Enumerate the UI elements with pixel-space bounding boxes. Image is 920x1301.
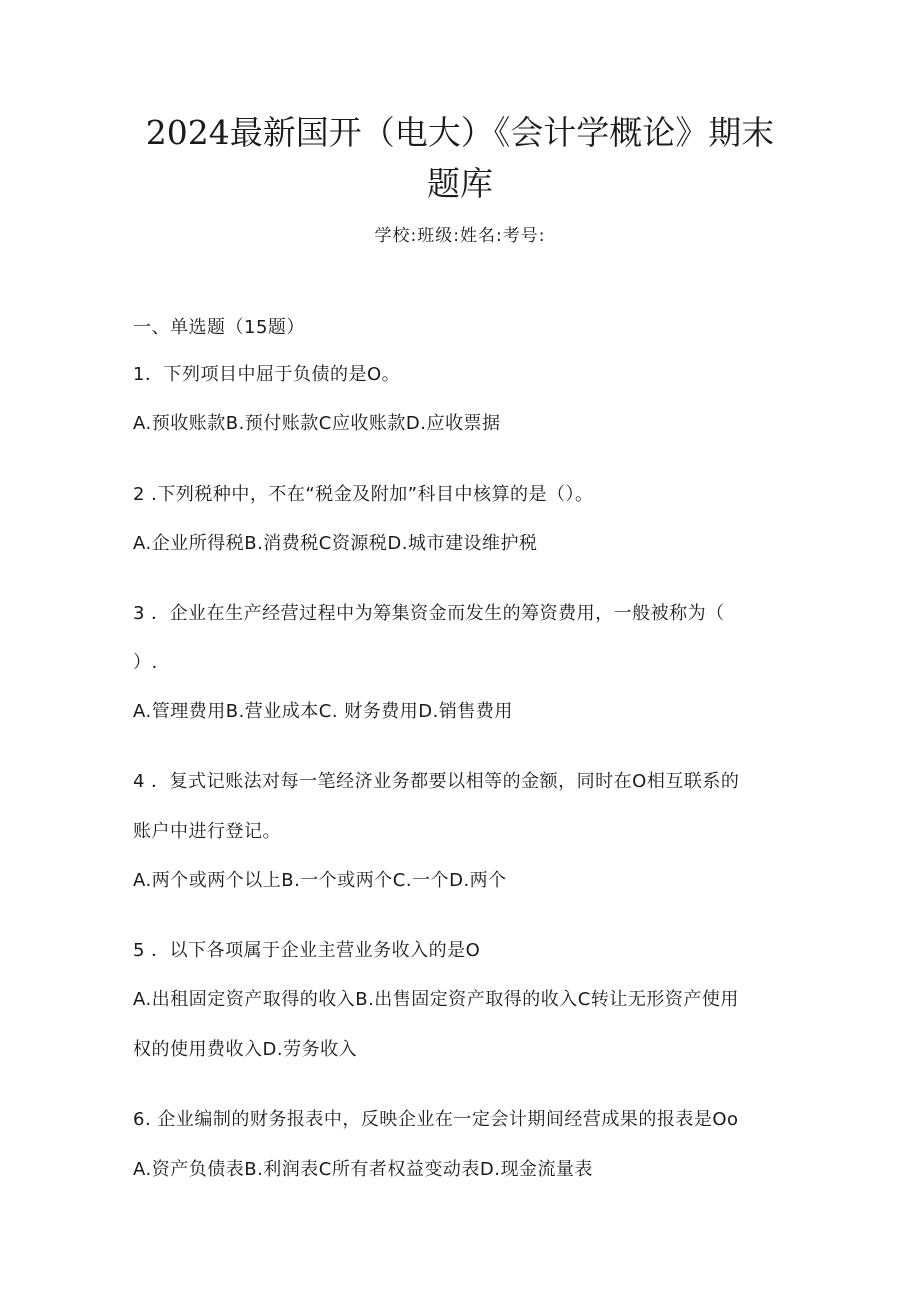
question-5-text: 5 ．以下各项属于企业主营业务收入的是O [133,940,481,961]
question-6-text: 6. 企业编制的财务报表中，反映企业在一定会计期间经营成果的报表是Oo [133,1109,739,1130]
question-6-options: A.资产负债表B.利润表C所有者权益变动表D.现金流量表 [133,1159,593,1180]
question-4-text-line1: 4 ．复式记账法对每一笔经济业务都要以相等的金额，同时在O相互联系的 [133,771,740,792]
question-3-text-line2: ）. [133,652,158,673]
section-heading: 一、单选题（15题） [133,317,305,338]
document-title-line1: 2024最新国开（电大）《会计学概论》期末 [145,113,775,152]
question-5-options-line1: A.出租固定资产取得的收入B.出售固定资产取得的收入C转让无形资产使用 [133,989,739,1010]
document-title-line2: 题库 [427,164,493,203]
question-1-text: 1．下列项目中屈于负债的是O。 [133,364,401,385]
question-4-options: A.两个或两个以上B.一个或两个C.一个D.两个 [133,870,507,891]
question-4-text-line2: 账户中进行登记。 [133,821,281,842]
question-3-text-line1: 3 ．企业在生产经营过程中为筹集资金而发生的筹资费用，一般被称为（ [133,603,725,624]
question-1-options: A.预收账款B.预付账款C应收账款D.应收票据 [133,413,501,434]
question-2-text: 2 .下列税种中，不在“税金及附加”科目中核算的是（）。 [133,484,594,505]
student-info-line: 学校:班级:姓名:考号: [374,226,546,246]
question-3-options: A.管理费用B.营业成本C. 财务费用D.销售费用 [133,701,513,722]
question-2-options: A.企业所得税B.消费税C资源税D.城市建设维护税 [133,533,538,554]
question-5-options-line2: 权的使用费收入D.劳务收入 [133,1039,358,1060]
